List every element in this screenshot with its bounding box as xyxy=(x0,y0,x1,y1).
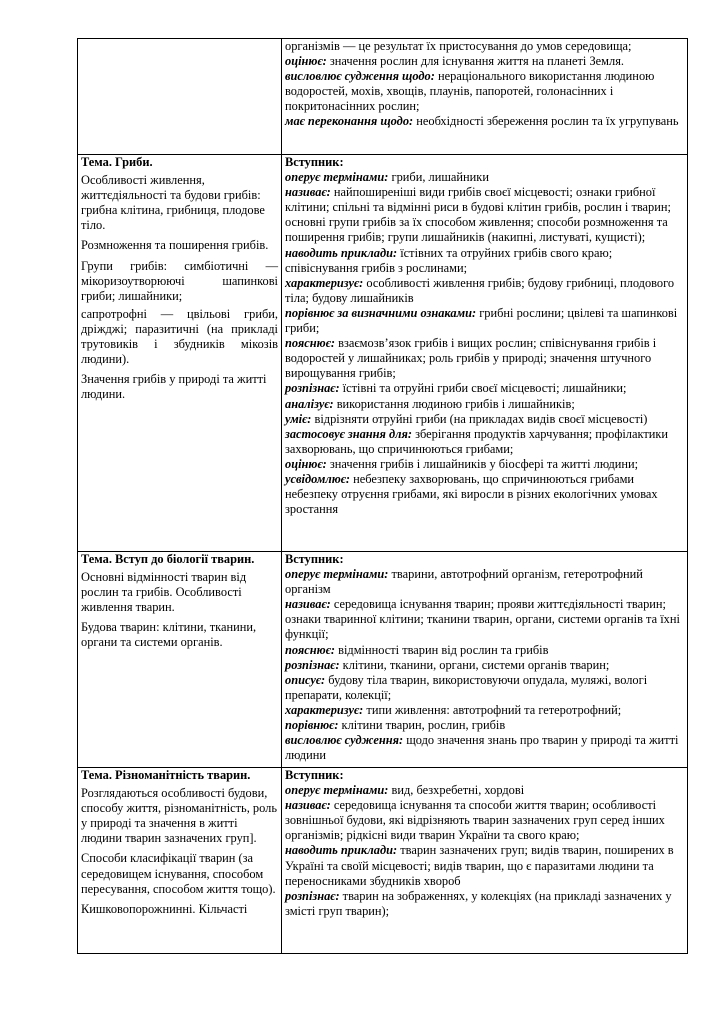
outcome-item: усвідомлює: небезпеку захворювань, що спричинюються грибами небезпеку отруєння грибами, які виросли в різних екологічних умовах зростання xyxy=(285,471,658,517)
table-row xyxy=(78,155,688,552)
topic-content: Способи класифікації тварин (за середовищем існування, способом пересування, способом життя тощо). xyxy=(81,851,276,896)
outcome-item: оперує термінами: тварини, автотрофний організм, гетеротрофний організм xyxy=(285,567,643,597)
outcome-item: уміє: відрізняти отруйні гриби (на прикладах видів своєї місцевості) xyxy=(285,411,648,426)
outcome-item: називає: середовища існування тварин; прояви життєдіяльності тварин; ознаки тваринної клітини; тканини тварин, органи, системи органів та їхні функції; xyxy=(285,597,680,642)
topic-content: Розмноження та поширення грибів. xyxy=(81,238,269,253)
topic-content: Будова тварин: клітини, тканини, органи та системи органів. xyxy=(81,620,257,650)
outcome-item: характеризує: особливості живлення грибів; будову грибниці, плодового тіла; будову лишайників xyxy=(285,275,675,305)
outcomes-cell xyxy=(282,552,688,768)
outcome-item: оцінює: значення грибів і лишайників у біосфері та житті людини; xyxy=(285,456,639,471)
topic-content: Групи грибів: симбіотичні — мікоризоутворюючі шапинкові гриби; лишайники; xyxy=(81,258,278,303)
outcome-item: наводить приклади: їстівних та отруйних грибів свого краю; співіснування грибів з рослинами; xyxy=(285,245,613,275)
topic-title: Тема. Різноманітність тварин. xyxy=(81,768,251,782)
outcome-item: називає: середовища існування та способи життя тварин; особливості зовнішньої будови, які відрізняють тварин зазначених груп серед інших організмів; рідкісні види тварин України та свого краю; xyxy=(285,798,665,843)
outcome-item: пояснює: відмінності тварин від рослин та грибів xyxy=(285,642,549,657)
topic-content: Основні відмінності тварин від рослин та грибів. Особливості живлення тварин. xyxy=(81,570,247,615)
outcome-item: розпізнає: тварин на зображеннях, у колекціях (на прикладі зазначених у змісті груп тварин); xyxy=(285,888,672,918)
topic-content: Розглядаються особливості будови, способу життя, різноманітність, роль у природі та значення в житті людини тварин зазначених груп]. xyxy=(81,786,277,846)
outcome-item: розпізнає: клітини, тканини, органи, системи органів тварин; xyxy=(285,657,610,672)
topic-content: Особливості живлення, життєдіяльності та будови грибів: грибна клітина, грибниця, плодове тіло. xyxy=(81,173,265,233)
curriculum-table xyxy=(77,38,688,954)
outcome-item: наводить приклади: тварин зазначених груп; видів тварин, поширених в Україні та своїй місцевості; видів тварин, що є паразитами людини та переносниками збудників хвороб xyxy=(285,843,674,888)
outcome-item: застосовує знання для: зберігання продуктів харчування; профілактики захворювань, що спричинюються грибами; xyxy=(285,426,669,456)
topic-title: Тема. Гриби. xyxy=(81,155,153,169)
topic-cell xyxy=(78,768,282,954)
outcome-item: порівнює за визначними ознаками: грибні рослини; цвілеві та шапинкові гриби; xyxy=(285,305,678,336)
outcome-item: має переконання щодо: необхідності збереження рослин та їх угрупувань xyxy=(285,114,679,129)
outcome-item: висловлює судження щодо: нераціонального використання людиною водоростей, мохів, хвощів, плаунів, папоротей, голонасінних і покритонасінних рослин; xyxy=(285,69,655,114)
topic-content: сапротрофні — цвільові гриби, дріжджі; паразитичні (на прикладі трутовиків і збудників мікозів людини). xyxy=(81,306,278,367)
outcome-item: називає: найпоширеніші види грибів своєї місцевості; ознаки грибної клітини; спільні та відмінні риси в будові клітин грибів, рослин і тварин; основні групи грибів за їх способом живлення; способи розмноження та поширення грибів; групи лишайників (накипні, листуваті, кущисті); xyxy=(285,185,671,245)
topic-content: Значення грибів у природі та житті людини. xyxy=(81,372,267,402)
outcomes-cell xyxy=(282,155,688,552)
outcomes-cell xyxy=(282,39,688,155)
outcome-item: розпізнає: їстівні та отруйні гриби своєї місцевості; лишайники; xyxy=(285,381,627,396)
table-row xyxy=(78,768,688,954)
table-row xyxy=(78,39,688,155)
table-row xyxy=(78,552,688,768)
intro-label: Вступник: xyxy=(285,155,344,169)
topic-content: Кишковопорожнинні. Кільчасті xyxy=(81,901,248,916)
topic-cell xyxy=(78,552,282,768)
outcome-item: пояснює: взаємозв’язок грибів і вищих рослин; співіснування грибів і водоростей у лишайниках; роль грибів у природі; значення штучного вирощування грибів; xyxy=(285,336,657,381)
outcome-item: організмів — це результат їх пристосування до умов середовища; xyxy=(285,39,632,53)
outcome-item: оцінює: значення рослин для існування життя на планеті Земля. xyxy=(285,54,625,69)
topic-cell xyxy=(78,39,282,155)
intro-label: Вступник: xyxy=(285,768,344,782)
outcome-item: описує: будову тіла тварин, використовуючи опудала, муляжі, вологі препарати, колекції; xyxy=(285,672,648,702)
outcome-item: оперує термінами: гриби, лишайники xyxy=(285,170,489,185)
outcome-item: порівнює: клітини тварин, рослин, грибів xyxy=(285,718,506,733)
topic-title: Тема. Вступ до біології тварин. xyxy=(81,552,255,566)
outcome-item: аналізує: використання людиною грибів і лишайників; xyxy=(285,396,575,411)
outcome-item: характеризує: типи живлення: автотрофний та гетеротрофний; xyxy=(285,702,622,717)
outcomes-cell xyxy=(282,768,688,954)
topic-cell xyxy=(78,155,282,552)
outcome-item: оперує термінами: вид, безхребетні, хордові xyxy=(285,783,525,798)
outcome-item: висловлює судження: щодо значення знань про тварин у природі та житті людини xyxy=(285,733,679,763)
intro-label: Вступник: xyxy=(285,552,344,566)
